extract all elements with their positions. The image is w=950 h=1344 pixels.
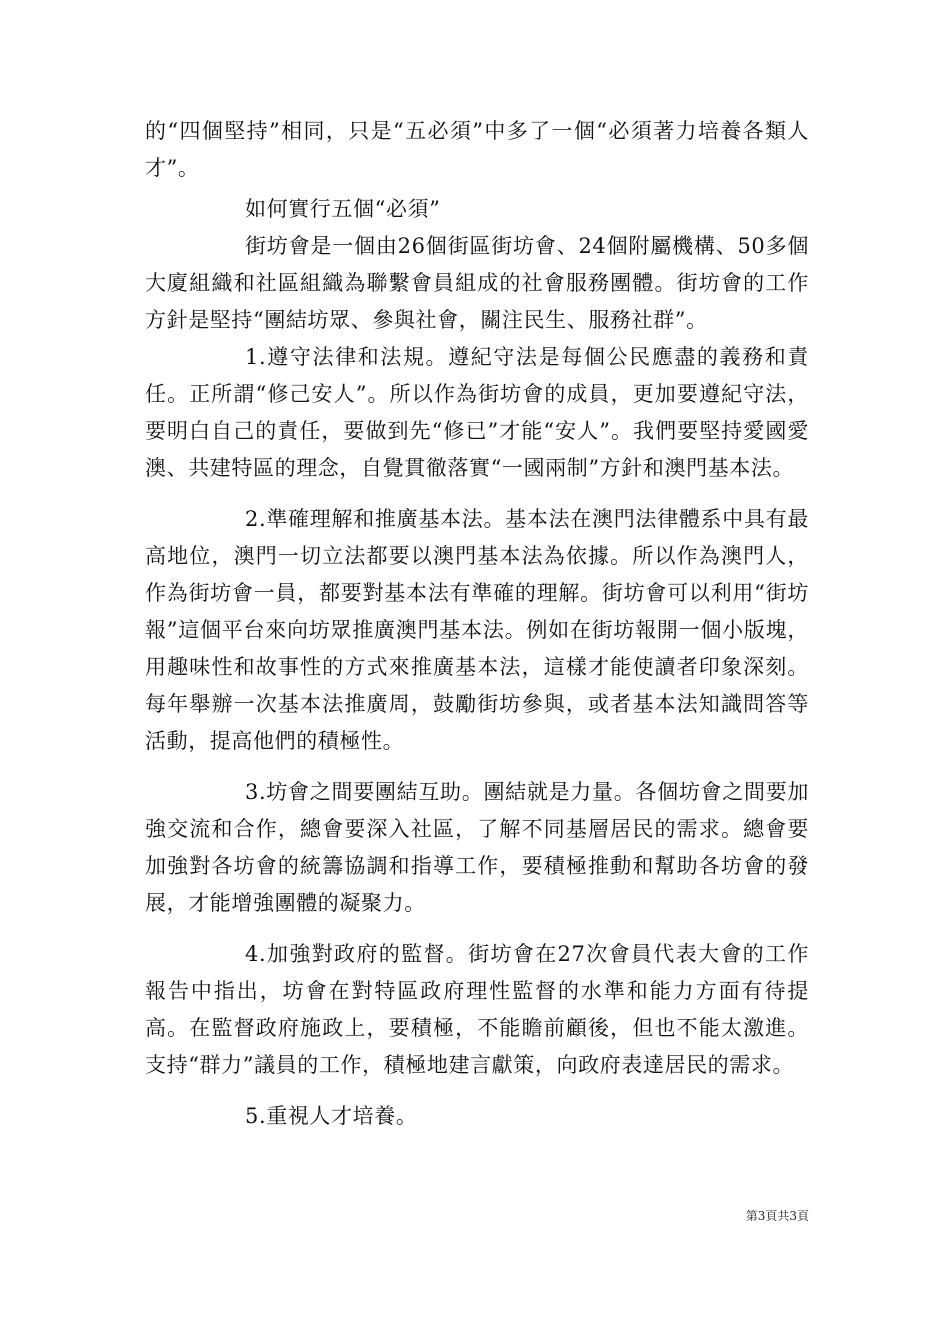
paragraph-continuation: 的“四個堅持”相同，只是“五必須”中多了一個“必須著力培養各類人才”。 (145, 119, 809, 180)
section-heading: 如何實行五個“必須” (245, 197, 441, 221)
page-number-footer: 第3頁共3頁 (745, 1209, 809, 1223)
paragraph-point-3: 3.坊會之間要團結互助。團結就是力量。各個坊會之間要加強交流和合作，總會要深入社區，了解不同基層居民的需求。總會要加強對各坊會的統籌協調和指導工作，要積極推動和幫助各坊會的發展，才能增強團體的凝聚力。 (145, 780, 809, 915)
paragraph-intro: 街坊會是一個由26個街區街坊會、24個附屬機構、50多個大廈組織和社區組織為聯繫會員組成的社會服務團體。街坊會的工作方針是堅持“團結坊眾、參與社會，關注民生、服務社群”。 (145, 234, 809, 332)
paragraph-point-4: 4.加強對政府的監督。街坊會在27次會員代表大會的工作報告中指出，坊會在對特區政府理性監督的水準和能力方面有待提高。在監督政府施政上，要積極，不能瞻前顧後，但也不能太激進。支持“群力”議員的工作，積極地建言獻策，向政府表達居民的需求。 (145, 942, 809, 1077)
paragraph-point-2: 2.準確理解和推廣基本法。基本法在澳門法律體系中具有最高地位，澳門一切立法都要以澳門基本法為依據。所以作為澳門人，作為街坊會一員，都要對基本法有準確的理解。街坊會可以利用“街坊報”這個平台來向坊眾推廣澳門基本法。例如在街坊報開一個小版塊，用趣味性和故事性的方式來推廣基本法，這樣才能使讀者印象深刻。每年舉辦一次基本法推廣周，鼓勵街坊參與，或者基本法知識問答等活動，提高他們的積極性。 (145, 507, 809, 753)
document-body (145, 113, 809, 1135)
paragraph-point-1: 1.遵守法律和法規。遵紀守法是每個公民應盡的義務和責任。正所謂“修己安人”。所以作為街坊會的成員，更加要遵紀守法，要明白自己的責任，要做到先“修已”才能“安人”。我們要堅持愛國愛澳、共建特區的理念，自覺貫徹落實“一國兩制”方針和澳門基本法。 (145, 345, 809, 480)
paragraph-point-5: 5.重視人才培養。 (245, 1104, 418, 1128)
